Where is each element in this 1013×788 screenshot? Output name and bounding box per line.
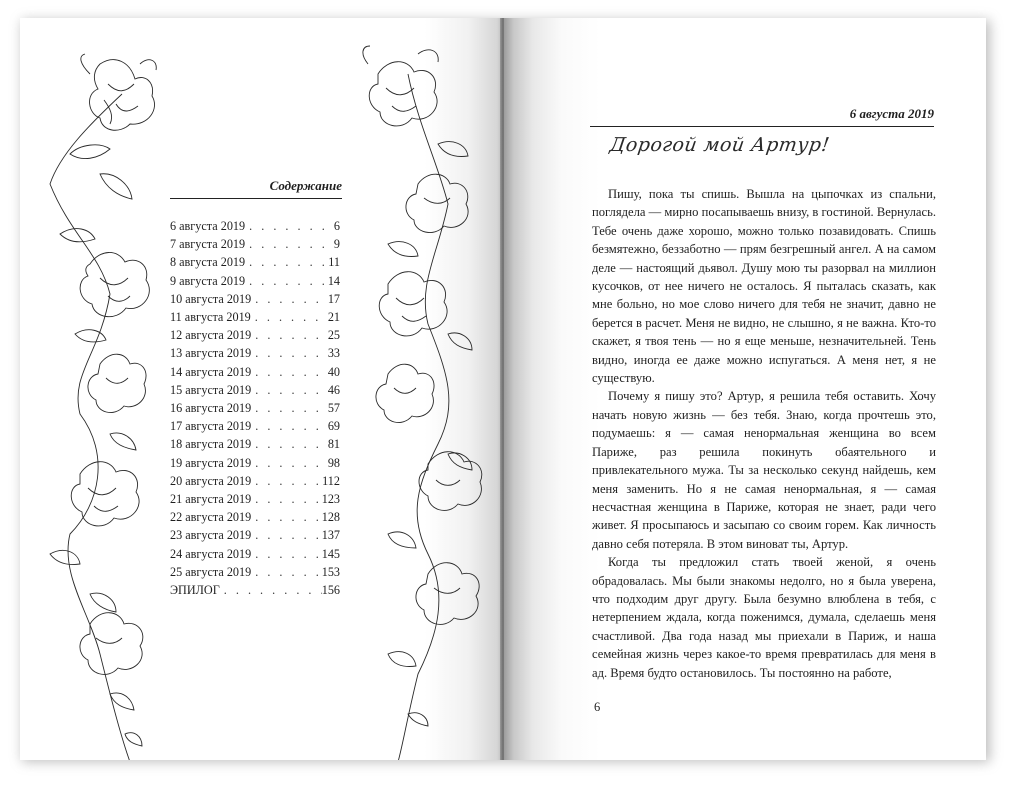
toc-item[interactable] [170,381,340,399]
toc-item-label: 19 августа 2019 [170,455,252,470]
toc-item-page: 46 [327,382,340,397]
toc-item[interactable] [170,526,340,544]
toc-item-page: 98 [327,455,340,470]
toc-item[interactable] [170,308,340,326]
toc-item-label: 15 августа 2019 [170,382,252,397]
chapter-header: 6 августа 2019 [590,106,934,127]
toc-item[interactable] [170,326,340,344]
toc-item[interactable] [170,563,340,581]
toc-item-label: 14 августа 2019 [170,364,252,379]
toc-item-page: 33 [327,346,340,361]
toc-item-page: 6 [333,219,340,233]
toc-item-label: 18 августа 2019 [170,437,252,452]
toc-leader-dots [251,344,328,362]
paragraph: Почему я пишу это? Артур, я решила тебя оставить. Хочу начать новую жизнь — без тебя. Знаю, когда прочтешь это, подумаешь: я — самая ненормальная женщина во всем Париже, раз решила покинуть обаятельного и привлекательного мужа. Ты за несколько секунд найдешь, кем меня заменить. Но я не самая ненормальная, я — самая несчастная женщина в Париже, которая не знает, ради чего живет. Я просыпаюсь и засыпаю со своим горем. Как личность давно себя потеряла. В этом виноват ты, Артур. [592,389,936,551]
toc-item-page: 128 [321,510,340,525]
toc-item-page: 156 [321,583,340,598]
toc-item-label: 6 августа 2019 [170,219,246,233]
toc-item-page: 9 [333,237,340,252]
toc-item-label: 20 августа 2019 [170,473,252,488]
paragraph: Когда ты предложил стать твоей женой, я очень обрадовалась. Мы были знакомы недолго, но я была уверена, что подходим друг другу. Была безумно влюблена в тебя, с нетерпением ждала, когда поженимся, думала, сделаешь меня счастливой. Два года назад мы приехали в Париж, и наша семейная жизнь через какое-то время превратилась для меня в ад. Время будто остановилось. Ты постоянно на работе, [592,555,936,680]
toc-item[interactable] [170,272,340,290]
toc-item-label: 11 августа 2019 [170,310,251,325]
toc-item-label: 23 августа 2019 [170,528,252,543]
toc-item[interactable] [170,290,340,308]
toc-leader-dots [251,435,328,453]
toc-item-page: 137 [321,528,340,543]
toc-title: Содержание [170,178,342,199]
toc-item-label: 8 августа 2019 [170,255,246,270]
toc-item[interactable] [170,472,340,490]
toc-leader-dots [245,272,328,290]
toc-item-label: 21 августа 2019 [170,492,252,507]
toc-item-label: 22 августа 2019 [170,510,252,525]
toc-item[interactable] [170,253,340,271]
toc-item[interactable] [170,545,340,563]
toc-list [170,217,342,599]
toc-leader-dots [251,454,328,472]
toc-leader-dots [251,381,328,399]
toc-item[interactable] [170,508,340,526]
toc-item-page: 17 [327,291,340,306]
toc-item[interactable] [170,435,340,453]
toc-item-page: 14 [327,273,340,288]
toc-item-label: 7 августа 2019 [170,237,246,252]
letter-body [592,185,936,682]
toc-item[interactable] [170,417,340,435]
toc-item[interactable] [170,399,340,417]
toc-leader-dots [251,399,328,417]
toc-leader-dots [251,490,322,508]
toc-item-page: 69 [327,419,340,434]
toc-item-label: 12 августа 2019 [170,328,252,343]
table-of-contents [170,178,342,599]
toc-item-label: ЭПИЛОГ [170,583,220,598]
toc-item-epilogue[interactable] [170,581,340,599]
toc-leader-dots [251,417,328,435]
toc-item[interactable] [170,363,340,381]
toc-item-label: 17 августа 2019 [170,419,252,434]
toc-leader-dots [251,508,322,526]
paragraph: Пишу, пока ты спишь. Вышла на цыпочках из спальни, поглядела — мирно посапываешь внизу, в гостиной. Вернулась. Тебе очень даже хорошо, можно только позавидовать. Спишь безмятежно, беззаботно — прям безгрешный ангел. А на самом деле — настоящий дьявол. Душу мою ты разорвал на миллион кусочков, от нее ничего не осталось. Я пыталась сказать, как мне больно, но мое слово ничего для тебя не значит, давно не берется в расчет. Меня не видно, не слышно, я не важна. Кто-то скажет, я твоя тень — но я еще меньше, незначительней. Тень видно, иногда ее даже можно испугаться. А меня нет, я не существую. [592,187,936,386]
toc-item-page: 112 [322,473,340,488]
toc-item-page: 145 [321,546,340,561]
toc-leader-dots [245,217,334,235]
floral-ornament-left [30,34,168,760]
toc-item[interactable] [170,235,340,253]
toc-item-page: 40 [327,364,340,379]
toc-leader-dots [251,326,328,344]
toc-leader-dots [245,253,328,271]
toc-item-label: 16 августа 2019 [170,401,252,416]
toc-leader-dots [251,363,328,381]
letter-salutation: Дорогой мой Артур! [608,134,832,156]
page-number: 6 [594,700,601,714]
toc-leader-dots [251,545,322,563]
toc-item-page: 57 [327,401,340,416]
toc-leader-dots [245,235,334,253]
toc-leader-dots [251,308,328,326]
toc-item-page: 153 [321,564,340,579]
toc-item-label: 24 августа 2019 [170,546,252,561]
right-page [504,18,986,760]
toc-leader-dots [251,563,322,581]
toc-leader-dots [220,581,322,599]
toc-item-page: 123 [321,492,340,507]
toc-leader-dots [251,526,322,544]
toc-item-page: 21 [327,310,340,325]
toc-item-page: 81 [327,437,340,452]
floral-ornament-right [348,34,488,760]
toc-item-label: 25 августа 2019 [170,564,252,579]
toc-item[interactable] [170,217,340,235]
toc-item[interactable] [170,490,340,508]
toc-item-label: 13 августа 2019 [170,346,252,361]
toc-item-page: 11 [328,255,340,270]
toc-leader-dots [251,290,328,308]
toc-item-page: 25 [327,328,340,343]
toc-item-label: 9 августа 2019 [170,273,246,288]
toc-item[interactable] [170,454,340,472]
toc-item[interactable] [170,344,340,362]
toc-item-label: 10 августа 2019 [170,291,252,306]
left-page [20,18,502,760]
toc-leader-dots [251,472,322,490]
